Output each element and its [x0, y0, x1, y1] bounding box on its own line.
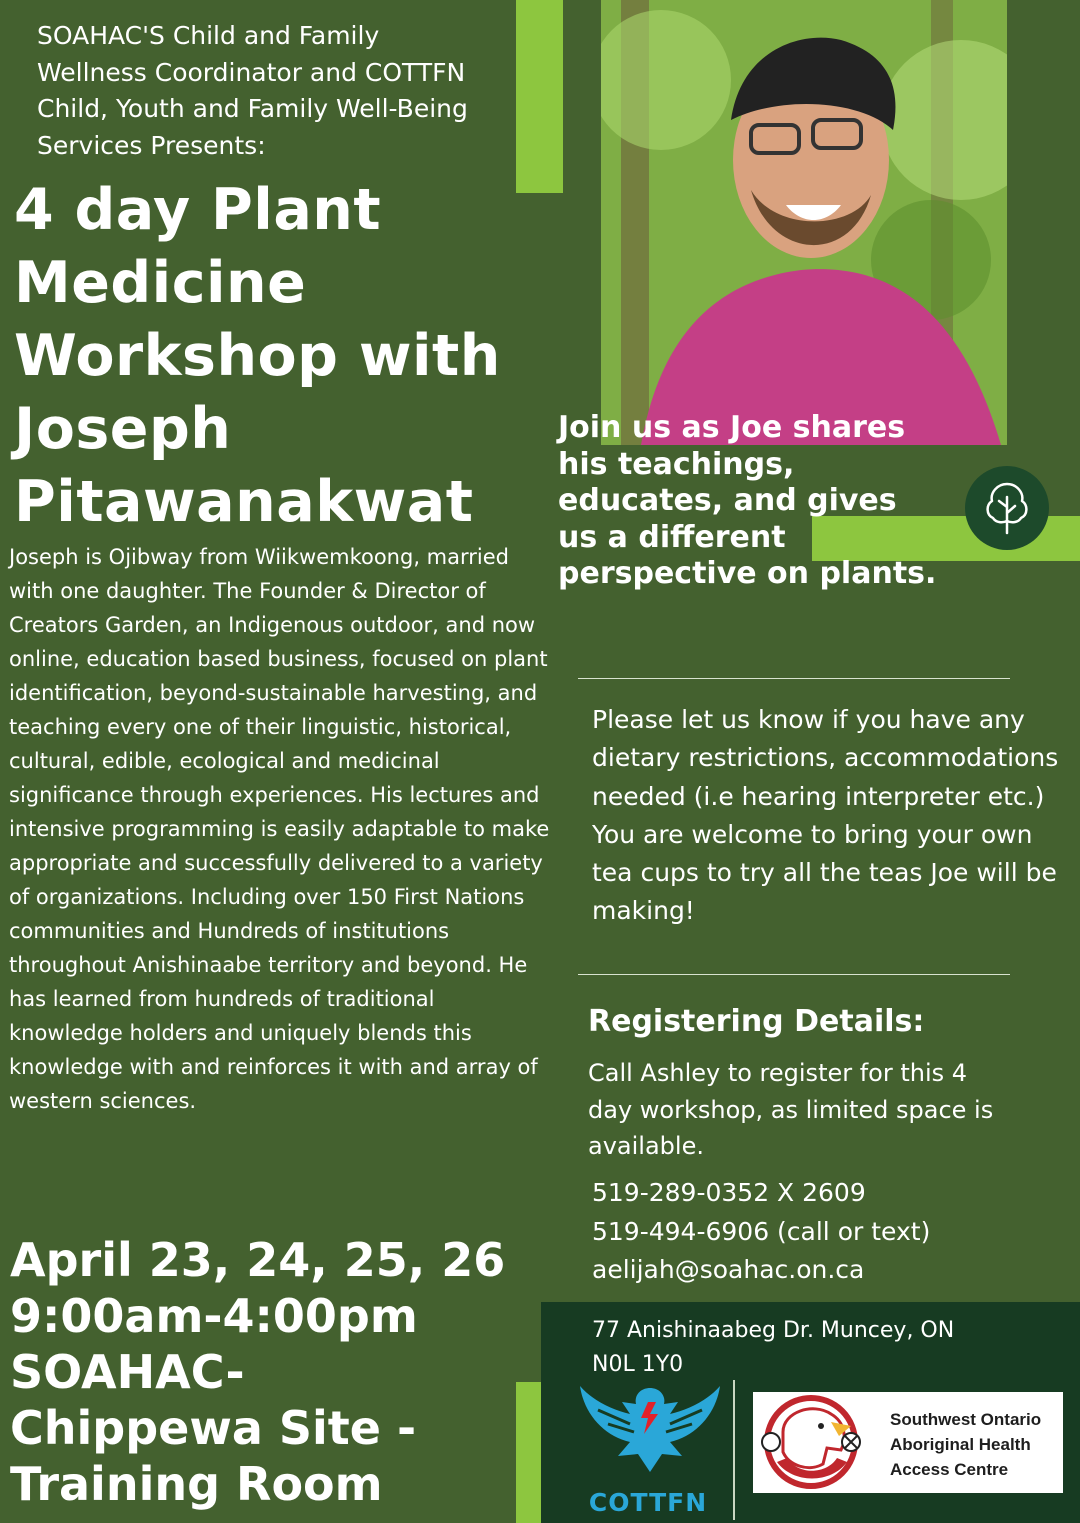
title-line: Joseph — [14, 396, 232, 462]
divider-middle — [578, 974, 1010, 975]
presenter-line: Wellness Coordinator and COTTFN — [37, 57, 466, 87]
event-details — [10, 1232, 550, 1512]
accent-bar-top — [516, 0, 563, 193]
tree-icon — [965, 466, 1049, 550]
thunderbird-icon — [578, 1380, 723, 1490]
presenter-text — [37, 18, 517, 164]
address-line: N0L 1Y0 — [592, 1352, 684, 1377]
presenter-line: Child, Youth and Family Well-Being — [37, 94, 468, 123]
tree-icon-glyph — [984, 481, 1030, 535]
soahac-name — [890, 1407, 1065, 1482]
cottfn-label: COTTFN — [588, 1488, 708, 1517]
photo-illustration — [601, 0, 1007, 445]
contact-details — [592, 1174, 1052, 1290]
dietary-notes: Please let us know if you have any dietary restrictions, accommodations needed (i.e hearing interpreter etc.) You are welcome to bring your own tea cups to try all the teas Joe will be making! — [592, 705, 1059, 926]
title-line: Pitawanakwat — [14, 469, 474, 535]
workshop-title — [14, 174, 574, 539]
registration-heading: Registering Details: — [588, 1004, 925, 1039]
event-location-line: Training Room — [10, 1457, 383, 1511]
eagle-icon — [753, 1392, 883, 1493]
logo-divider — [733, 1380, 735, 1520]
presenter-photo — [601, 0, 1007, 445]
soahac-name-line: Southwest Ontario — [890, 1410, 1042, 1429]
soahac-name-line: Aboriginal Health — [890, 1435, 1031, 1454]
title-line: Workshop with — [14, 323, 501, 389]
address — [592, 1314, 1042, 1382]
event-dates: April 23, 24, 25, 26 — [10, 1233, 506, 1287]
title-line: 4 day Plant — [14, 177, 382, 243]
phone-number-2[interactable]: 519-494-6906 (call or text) — [592, 1216, 931, 1246]
presenter-line: SOAHAC'S Child and Family — [37, 21, 380, 50]
soahac-name-line: Access Centre — [890, 1460, 1009, 1479]
title-line: Medicine — [14, 250, 307, 316]
tagline: Join us as Joe shares his teachings, educates, and gives us a different perspective on plants. — [558, 410, 937, 591]
presenter-line: Services Presents: — [37, 130, 266, 160]
presenter-bio: Joseph is Ojibway from Wiikwemkoong, married with one daughter. The Founder & Director of Creators Garden, an Indigenous outdoor, and now online, education based business, focused on plant identification, beyond-sustainable harvesting, and teaching every one of their linguistic, historical, cultural, edible, ecological and medicinal significance through experiences. His lectures and intensive programming is easily adaptable to make appropriate and successfully delivered to a variety of organizations. Including over 150 First Nations communities and Hundreds of institutions throughout Anishinaabe territory and beyond. He has learned from hundreds of traditional knowledge holders and uniquely blends this knowledge with and reinforces it with and array of western sciences. — [9, 545, 550, 1113]
address-line: 77 Anishinaabeg Dr. Muncey, ON — [592, 1318, 955, 1343]
divider-top — [578, 678, 1010, 679]
phone-number-1[interactable]: 519-289-0352 X 2609 — [592, 1178, 866, 1207]
registration-text: Call Ashley to register for this 4 day workshop, as limited space is available. — [588, 1059, 994, 1160]
event-time: 9:00am-4:00pm — [10, 1289, 418, 1343]
email-link[interactable]: aelijah@soahac.on.ca — [592, 1255, 865, 1284]
event-location-line: Chippewa Site - — [10, 1401, 417, 1455]
event-location-line: SOAHAC- — [10, 1345, 245, 1399]
